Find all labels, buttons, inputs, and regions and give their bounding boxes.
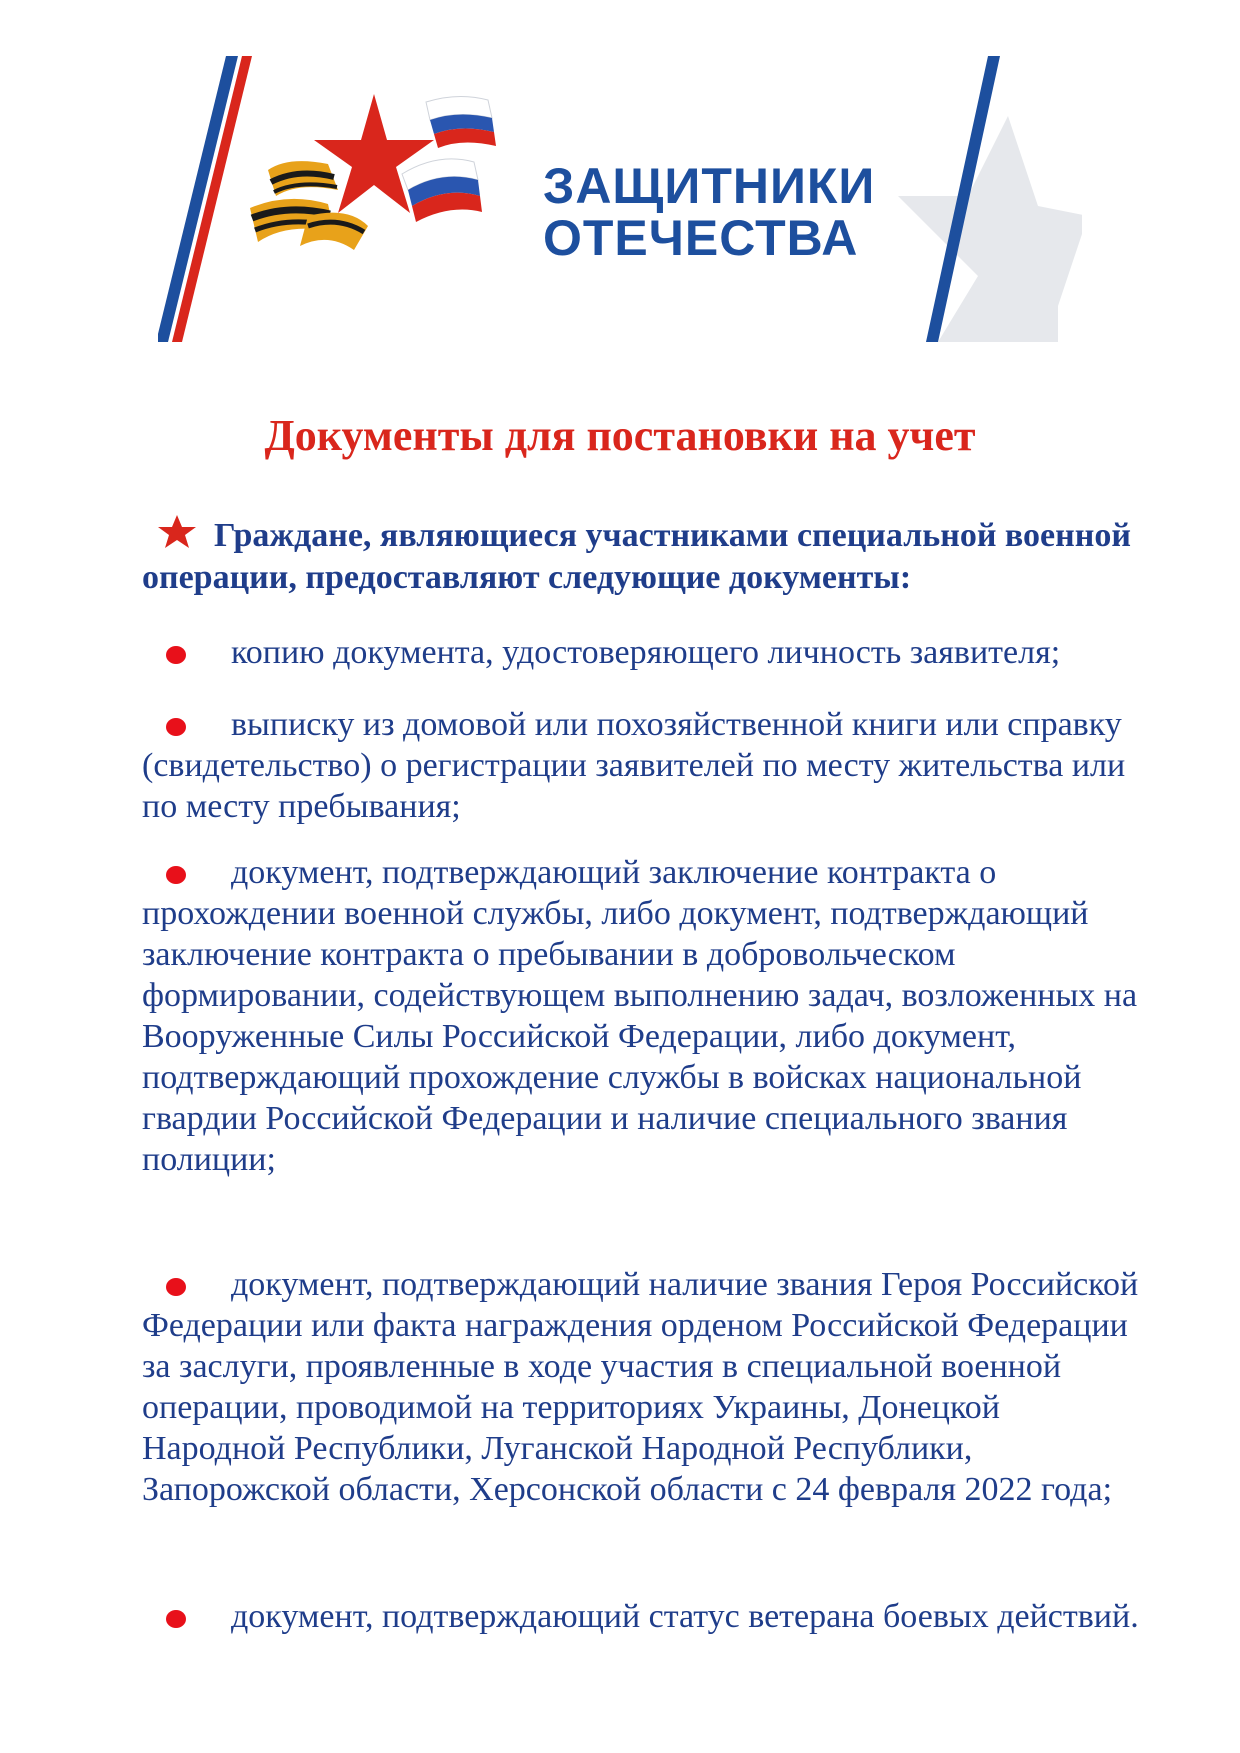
intro-paragraph xyxy=(142,514,1142,599)
bullet-dot-icon xyxy=(166,866,186,884)
blue-stripe-left xyxy=(158,56,238,342)
grey-star-shape xyxy=(898,116,1082,342)
list-item xyxy=(142,1596,1142,1637)
bullet-dot-icon xyxy=(166,1610,186,1628)
list-item xyxy=(142,1264,1142,1510)
russian-flag-ribbon-icon xyxy=(402,96,496,222)
red-star-bullet-icon xyxy=(152,514,202,550)
red-stripe-left xyxy=(172,56,252,342)
bullet-dot-icon xyxy=(166,1278,186,1296)
document-title: Документы для постановки на учет xyxy=(264,411,976,460)
list-item xyxy=(142,704,1142,827)
list-item-text: документ, подтверждающий заключение контракта о прохождении военной службы, либо документ, подтверждающий заключение контракта о пребывании в добровольческом формировании, содействующем выполнению задач, возложенных на Вооруженные Силы Российской Федерации, либо документ, подтверждающий прохождение службы в войсках национальной гвардии Российской Федерации и наличие специального звания полиции; xyxy=(142,854,1138,1178)
list-item xyxy=(142,632,1142,673)
brand-line-2: ОТЕЧЕСТВА xyxy=(543,210,859,266)
bullet-dot-icon xyxy=(166,646,186,664)
list-item-text: копию документа, удостоверяющего личность заявителя; xyxy=(231,634,1061,671)
list-item-text: документ, подтверждающий статус ветерана боевых действий. xyxy=(231,1598,1139,1635)
brand-line-1: ЗАЩИТНИКИ xyxy=(543,158,876,214)
list-item xyxy=(142,852,1142,1180)
brand-name xyxy=(543,160,875,264)
intro-text: Граждане, являющиеся участниками специальной военной операции, предоставляют следующие документы: xyxy=(142,517,1131,596)
list-item-text: документ, подтверждающий наличие звания Героя Российской Федерации или факта награждения орденом Российской Федерации за заслуги, проявленные в ходе участия в специальной военной операции, проводимой на территориях Украины, Донецкой Народной Республики, Луганской Народной Республики, Запорожской области, Херсонской области с 24 февраля 2022 года; xyxy=(142,1266,1139,1508)
header-banner xyxy=(158,56,1082,342)
list-item-text: выписку из домовой или похозяйственной книги или справку (свидетельство) о регистрации заявителей по месту жительства или по месту пребывания; xyxy=(142,706,1126,825)
bullet-dot-icon xyxy=(166,718,186,736)
